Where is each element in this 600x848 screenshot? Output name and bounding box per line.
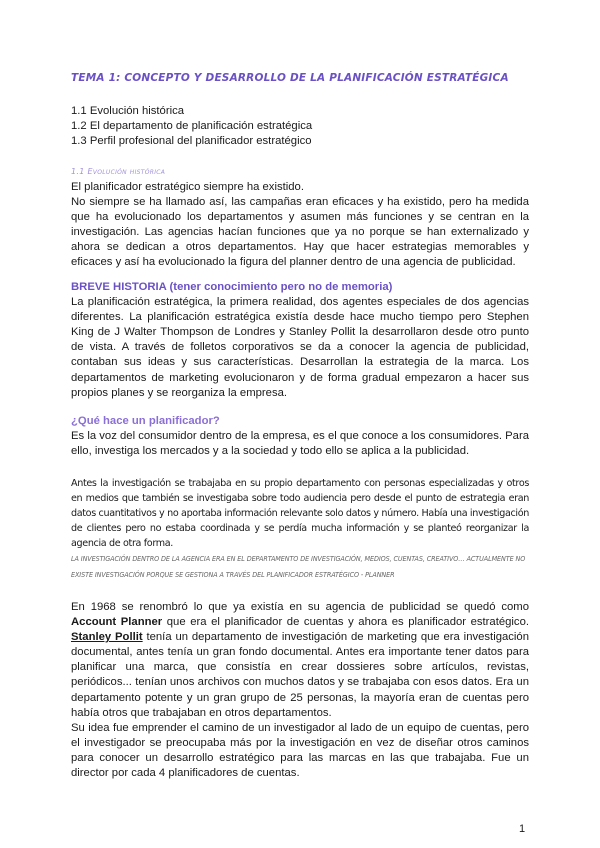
- document-title: TEMA 1: CONCEPTO Y DESARROLLO DE LA PLANIFICACIÓN ESTRATÉGICA: [71, 72, 509, 84]
- handwritten-note: LA INVESTIGACIÓN DENTRO DE LA AGENCIA ERA EN EL DEPARTAMENTO DE INVESTIGACIÓN, MEDIOS, CUENTAS, CREATIVO… ACTUALMENTE NO EXISTE INVESTIGACIÓN PORQUE SE GESTIONA A TRAVÉS DEL PLANIFICADOR ESTRATÉGICO - PLANNER: [71, 555, 526, 579]
- page-number: 1: [519, 823, 526, 835]
- paragraph: [71, 600, 529, 721]
- paragraph: Es la voz del consumidor dentro de la empresa, es el que conoce a los consumidores. Para ello, investiga los mercados y a la sociedad y todo ello se aplica a la publicidad.: [71, 430, 529, 458]
- toc-item: 1.2 El departamento de planificación estratégica: [71, 120, 313, 133]
- paragraph: No siempre se ha llamado así, las campañas eran eficaces y ha existido, pero ha medida que ha evolucionado los departamentos y asumen más funciones y se centran en la investigación. Las agencias hacían funciones que ya no porque se han externalizado y ahora se dedican a otros departamentos. Hay que hacer estrategias memorables y eficaces y así ha evolucionado la figura del planner dentro de una agencia de publicidad.: [71, 196, 529, 269]
- section-heading-breve-historia: BREVE HISTORIA (tener conocimiento pero no de memoria): [71, 281, 393, 293]
- paragraph: La planificación estratégica, la primera realidad, dos agentes especiales de dos agencias diferentes. La planificación estratégica existía desde hace mucho tiempo pero Stephen King de J Walter Thompson de Londres y Stanley Pollit la desarrollaron desde otro punto de vista. A través de folletos corporativos se da a conocer la agencia de publicidad, contaban sus ideas y sus características. Desarrollan la estrategia de la marca. Los departamentos de marketing evolucionaron y de forma gradual empezaron a hacer sus propios planes y se reorganiza la empresa.: [71, 296, 529, 399]
- section-1968: [71, 600, 529, 781]
- text: En 1968 se renombró lo que ya existía en su agencia de publicidad se quedó como: [71, 601, 529, 613]
- bold-term: Account Planner: [71, 616, 163, 629]
- section-heading-evolucion: 1.1 Evolución histórica: [71, 167, 166, 176]
- paragraph: El planificador estratégico siempre ha existido.: [71, 181, 304, 193]
- table-of-contents: [71, 104, 529, 149]
- toc-item: 1.3 Perfil profesional del planificador estratégico: [71, 135, 312, 148]
- text: tenía un departamento de investigación de marketing que era investigación documental, antes tenía un gran fondo documental. Antes era importante tener datos para planificar una marca, que consistía en crear dossieres sobre artículos, revistas, periódicos... tenían unos archivos con muchos datos y se trabajaba con esos datos. Era un departamento potente y un gran grupo de 25 personas, la mayoría eran de cuentas pero había otros que trabajaban en otros departamentos.: [71, 631, 529, 719]
- section-evolucion-body: [71, 180, 529, 271]
- underlined-name: Stanley Pollit: [71, 631, 143, 644]
- section-breve-historia: [71, 280, 529, 401]
- paragraph-antes: Antes la investigación se trabajaba en su propio departamento con personas especializadas y otros en medios que también se investigaba sobre todo audiencia pero desde el punto de estrategia eran datos cuantitativos y no aportaba información relevante solo datos y número. Había una investigación de clientes pero no estaba coordinada y se perdía mucha información y se planteó reorganizar la agencia de otra forma.: [71, 478, 529, 550]
- section-heading-que-hace: ¿Qué hace un planificador?: [71, 415, 220, 427]
- section-que-hace: [71, 414, 529, 459]
- toc-item: 1.1 Evolución histórica: [71, 105, 185, 117]
- text: que era el planificador de cuentas y ahora es planificador estratégico.: [162, 616, 529, 629]
- paragraph: Su idea fue emprender el camino de un investigador al lado de un equipo de cuentas, pero el investigador se preocupaba más por la investigación en vez de diseñar otros caminos para conocer un desarrollo estratégico para las marcas en las que trabajaba. Fue un director por cada 4 planificadores de cuentas.: [71, 721, 529, 780]
